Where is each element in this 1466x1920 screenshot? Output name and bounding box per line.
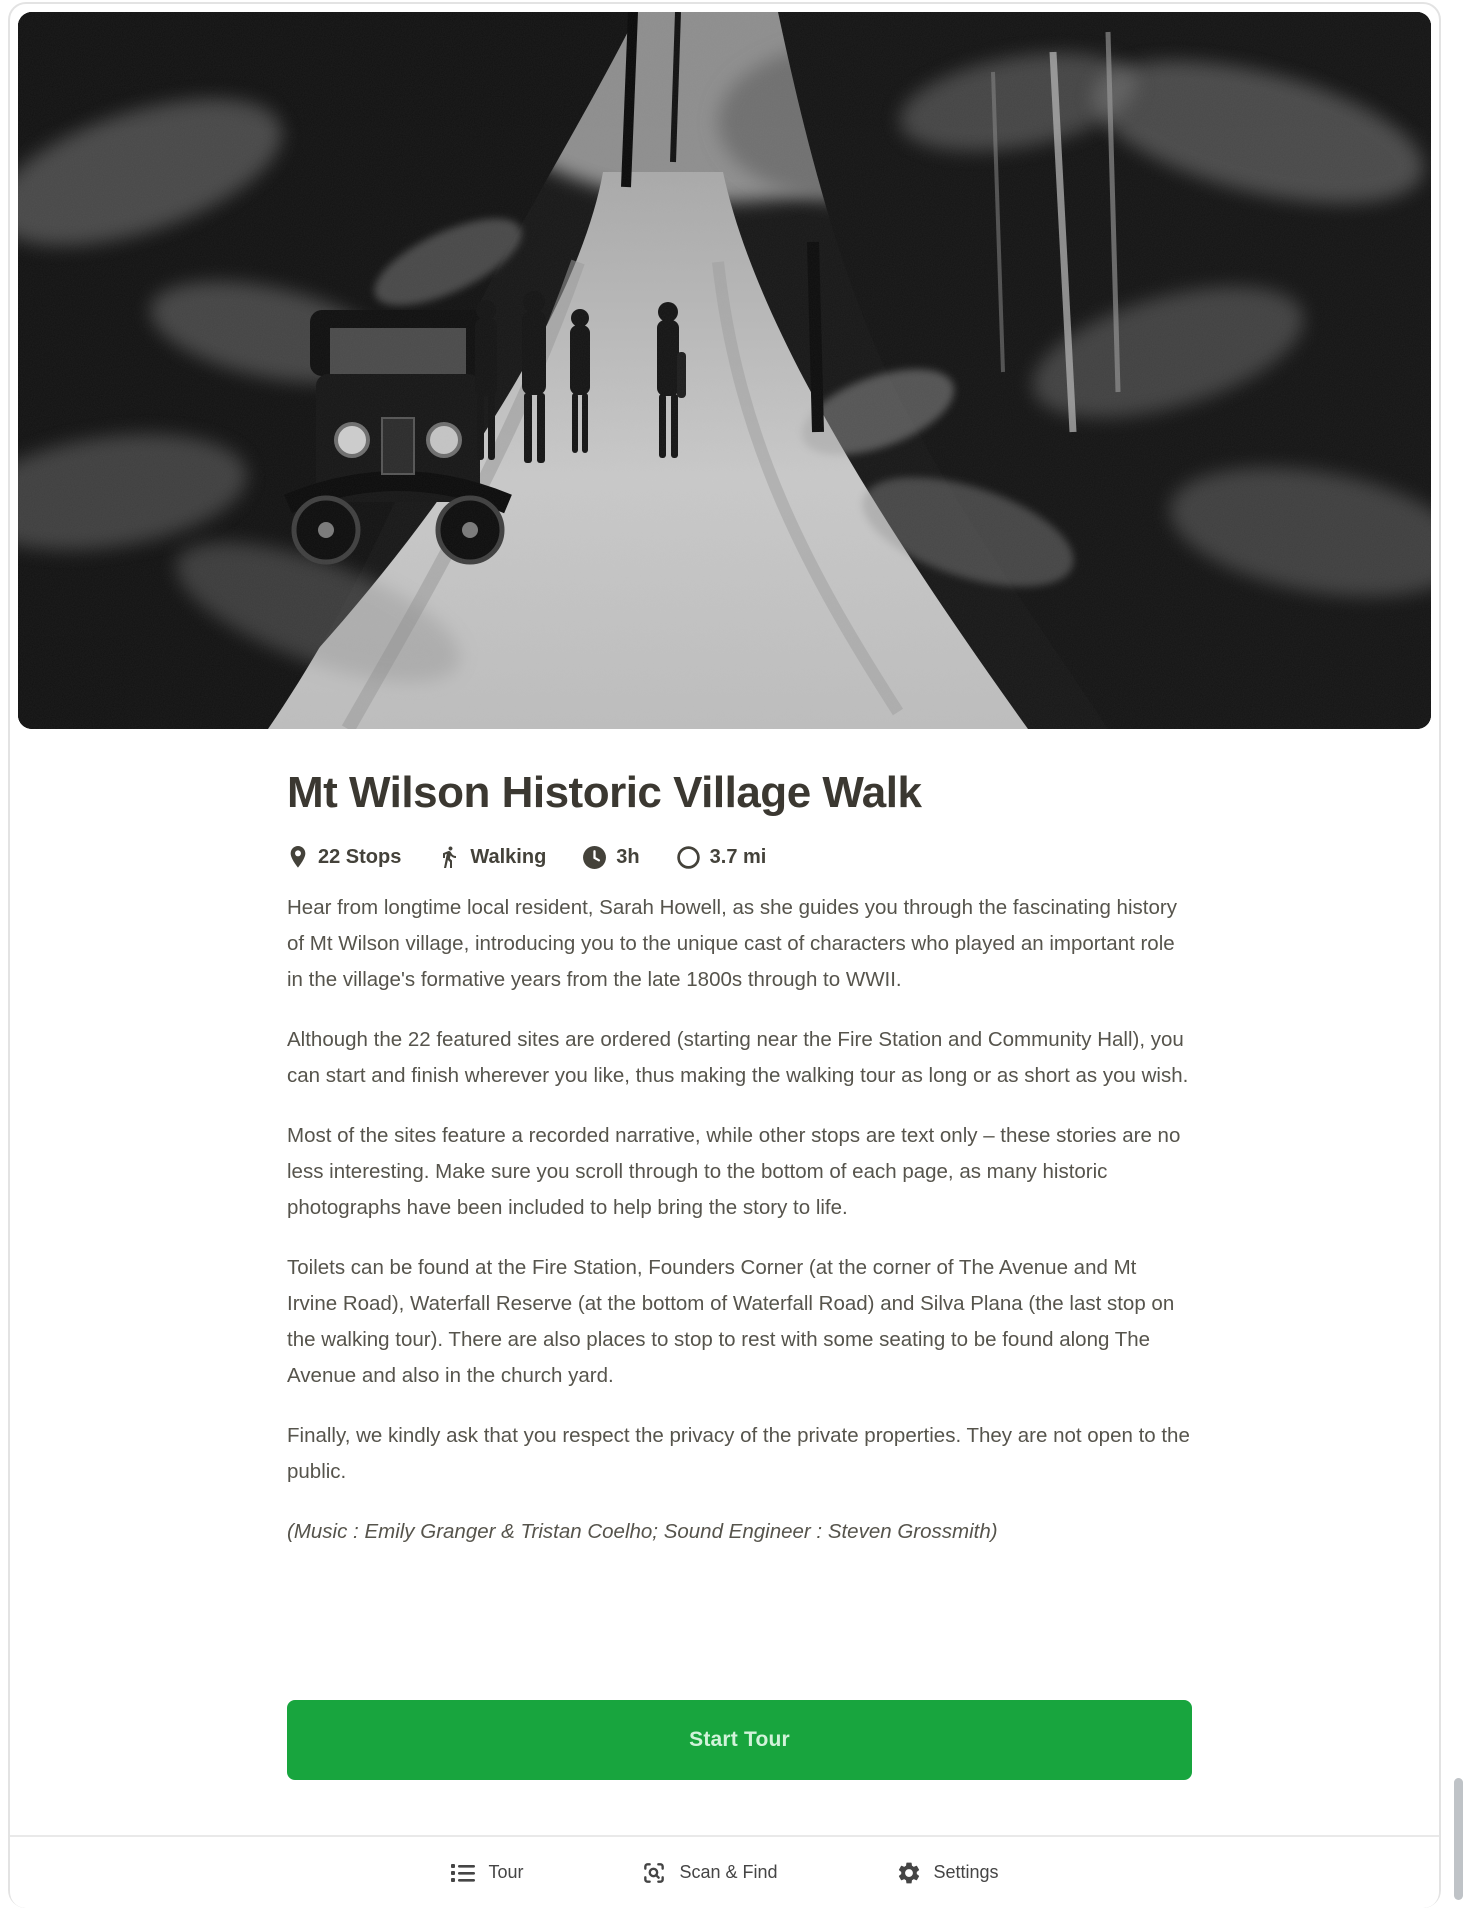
page-title: Mt Wilson Historic Village Walk <box>287 768 922 817</box>
tour-stats <box>287 844 766 870</box>
stat-distance-label: 3.7 mi <box>709 845 767 868</box>
description-paragraph: Finally, we kindly ask that you respect the privacy of the private properties. They are not open to the public. <box>287 1424 1190 1483</box>
nav-item-settings-label: Settings <box>933 1862 999 1882</box>
map-pin-icon <box>287 844 309 870</box>
bottom-nav <box>10 1837 1439 1908</box>
description-paragraph: Hear from longtime local resident, Sarah Howell, as she guides you through the fascinating history of Mt Wilson village, introducing you to the unique cast of characters who played an important role in the village's formative years from the late 1800s through to WWII. <box>287 896 1177 991</box>
forest-road-photo <box>18 12 1431 729</box>
stat-mode-label: Walking <box>470 845 547 868</box>
start-tour-button[interactable]: Start Tour <box>287 1700 1192 1780</box>
list-icon <box>450 1861 476 1885</box>
nav-item-tour[interactable] <box>450 1861 523 1885</box>
stat-distance <box>676 845 767 870</box>
clock-icon <box>582 845 607 870</box>
nav-item-scan-find-label: Scan & Find <box>679 1862 778 1882</box>
hero-photo <box>18 12 1431 729</box>
stat-stops-label: 22 Stops <box>318 845 402 868</box>
description-paragraph: Most of the sites feature a recorded narrative, while other stops are text only – these stories are no less interesting. Make sure you scroll through to the bottom of each page, as many historic photographs have been included to help bring the story to life. <box>287 1124 1181 1219</box>
stat-duration <box>582 845 639 870</box>
nav-item-scan-find[interactable] <box>641 1860 777 1886</box>
tour-description <box>287 890 1192 1574</box>
stat-duration-label: 3h <box>616 845 640 868</box>
description-paragraph: Although the 22 featured sites are ordered (starting near the Fire Station and Community Hall), you can start and finish wherever you like, thus making the walking tour as long or as short as you wish. <box>287 1028 1189 1087</box>
scrollbar-thumb[interactable] <box>1454 1778 1463 1900</box>
tour-card <box>8 2 1441 1908</box>
walking-icon <box>437 844 461 870</box>
description-paragraph: Toilets can be found at the Fire Station, Founders Corner (at the corner of The Avenue and Mt Irvine Road), Waterfall Reserve (at the bottom of Waterfall Road) and Silva Plana (the last stop on the walking tour). There are also places to stop to rest with some seating to be found along The Avenue and also in the church yard. <box>287 1256 1175 1387</box>
stat-stops <box>287 844 401 870</box>
gear-icon <box>896 1860 922 1886</box>
nav-item-tour-label: Tour <box>488 1862 524 1882</box>
stat-mode <box>437 844 546 870</box>
nav-item-settings[interactable] <box>896 1860 999 1886</box>
credits-line: (Music : Emily Granger & Tristan Coelho; Sound Engineer : Steven Grossmith) <box>287 1520 998 1543</box>
scan-icon <box>641 1860 667 1886</box>
distance-icon <box>676 845 701 870</box>
